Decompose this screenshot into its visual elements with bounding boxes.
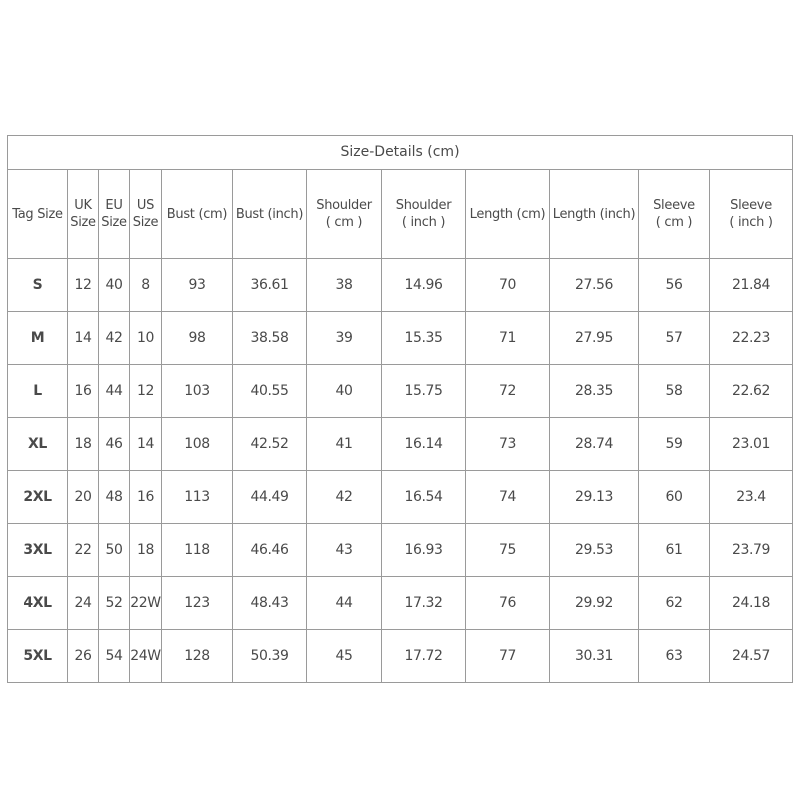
- table-cell-eu-size: 40: [99, 259, 130, 312]
- table-cell-shoulder-inch: 16.93: [382, 524, 466, 577]
- table-cell-length-inch: 30.31: [550, 630, 639, 683]
- column-header-line: Size: [132, 215, 159, 230]
- column-header-length-inch: [550, 170, 639, 259]
- table-cell-bust-cm: 118: [162, 524, 233, 577]
- column-header-bust-inch: [233, 170, 307, 259]
- column-header-sleeve-inch: [710, 170, 793, 259]
- table-cell-uk-size: 24: [68, 577, 99, 630]
- column-header-line: Tag Size: [12, 206, 63, 222]
- table-row: [8, 524, 793, 577]
- table-row: [8, 577, 793, 630]
- table-cell-shoulder-inch: 15.75: [382, 365, 466, 418]
- table-cell-shoulder-inch: 17.72: [382, 630, 466, 683]
- table-cell-uk-size: 22: [68, 524, 99, 577]
- table-cell-length-cm: 73: [466, 418, 550, 471]
- table-body: [8, 259, 793, 683]
- column-header-line: ( inch ): [729, 215, 773, 230]
- table-cell-bust-cm: 123: [162, 577, 233, 630]
- table-cell-shoulder-cm: 45: [307, 630, 382, 683]
- table-cell-length-inch: 29.53: [550, 524, 639, 577]
- table-row: [8, 259, 793, 312]
- table-cell-eu-size: 48: [99, 471, 130, 524]
- table-row: [8, 471, 793, 524]
- table-cell-sleeve-inch: 23.4: [710, 471, 793, 524]
- table-cell-length-cm: 70: [466, 259, 550, 312]
- table-cell-shoulder-inch: 16.54: [382, 471, 466, 524]
- table-cell-length-cm: 71: [466, 312, 550, 365]
- table-cell-us-size: 24W: [130, 630, 162, 683]
- column-header-line: ( cm ): [325, 215, 363, 230]
- table-cell-length-cm: 76: [466, 577, 550, 630]
- column-header-line: Shoulder: [316, 198, 372, 213]
- tag-size-cell: 5XL: [8, 630, 68, 683]
- table-cell-shoulder-inch: 17.32: [382, 577, 466, 630]
- table-cell-us-size: 12: [130, 365, 162, 418]
- column-header-line: Size: [70, 215, 96, 230]
- table-cell-shoulder-cm: 42: [307, 471, 382, 524]
- table-cell-bust-cm: 93: [162, 259, 233, 312]
- table-cell-bust-inch: 44.49: [233, 471, 307, 524]
- column-header-length-cm: [466, 170, 550, 259]
- column-header-shoulder-inch: [382, 170, 466, 259]
- tag-size-cell: L: [8, 365, 68, 418]
- column-header-row: [8, 170, 793, 259]
- table-cell-length-inch: 27.56: [550, 259, 639, 312]
- table-cell-shoulder-inch: 14.96: [382, 259, 466, 312]
- table-cell-length-inch: 28.35: [550, 365, 639, 418]
- table-cell-us-size: 18: [130, 524, 162, 577]
- tag-size-cell: 3XL: [8, 524, 68, 577]
- column-header-line: Size: [101, 215, 127, 230]
- column-header-tag-size: [8, 170, 68, 259]
- tag-size-cell: M: [8, 312, 68, 365]
- table-cell-bust-cm: 113: [162, 471, 233, 524]
- table-cell-us-size: 8: [130, 259, 162, 312]
- table-cell-shoulder-cm: 44: [307, 577, 382, 630]
- table-cell-sleeve-inch: 24.57: [710, 630, 793, 683]
- table-cell-us-size: 14: [130, 418, 162, 471]
- table-cell-uk-size: 18: [68, 418, 99, 471]
- table-cell-sleeve-inch: 22.62: [710, 365, 793, 418]
- table-cell-bust-cm: 103: [162, 365, 233, 418]
- table-cell-eu-size: 52: [99, 577, 130, 630]
- table-cell-bust-inch: 40.55: [233, 365, 307, 418]
- table-cell-bust-inch: 42.52: [233, 418, 307, 471]
- table-cell-length-cm: 74: [466, 471, 550, 524]
- column-header-line: EU: [105, 198, 123, 213]
- tag-size-cell: 4XL: [8, 577, 68, 630]
- column-header-bust-cm: [162, 170, 233, 259]
- table-row: [8, 312, 793, 365]
- table-cell-length-inch: 27.95: [550, 312, 639, 365]
- tag-size-cell: S: [8, 259, 68, 312]
- table-row: [8, 418, 793, 471]
- table-cell-bust-inch: 46.46: [233, 524, 307, 577]
- table-cell-sleeve-cm: 63: [639, 630, 710, 683]
- column-header-line: Sleeve: [653, 198, 695, 213]
- column-header-eu-size: [99, 170, 130, 259]
- column-header-sleeve-cm: [639, 170, 710, 259]
- table-cell-bust-inch: 48.43: [233, 577, 307, 630]
- table-cell-sleeve-inch: 23.79: [710, 524, 793, 577]
- table-row: [8, 365, 793, 418]
- column-header-shoulder-cm: [307, 170, 382, 259]
- column-header-uk-size: [68, 170, 99, 259]
- table-cell-uk-size: 16: [68, 365, 99, 418]
- table-cell-bust-inch: 36.61: [233, 259, 307, 312]
- table-cell-shoulder-cm: 38: [307, 259, 382, 312]
- table-cell-length-inch: 29.13: [550, 471, 639, 524]
- column-header-line: Sleeve: [730, 198, 772, 213]
- tag-size-cell: XL: [8, 418, 68, 471]
- table-cell-bust-cm: 98: [162, 312, 233, 365]
- tag-size-cell: 2XL: [8, 471, 68, 524]
- table-cell-sleeve-inch: 22.23: [710, 312, 793, 365]
- table-cell-shoulder-inch: 16.14: [382, 418, 466, 471]
- column-header-line: Shoulder: [395, 198, 452, 213]
- table-cell-length-cm: 77: [466, 630, 550, 683]
- table-title: Size-Details (cm): [8, 136, 793, 170]
- table-cell-eu-size: 54: [99, 630, 130, 683]
- column-header-line: Length (inch): [552, 206, 636, 222]
- table-cell-eu-size: 44: [99, 365, 130, 418]
- table-cell-sleeve-inch: 23.01: [710, 418, 793, 471]
- table-cell-sleeve-cm: 59: [639, 418, 710, 471]
- column-header-line: ( inch ): [401, 215, 446, 230]
- table-cell-shoulder-cm: 40: [307, 365, 382, 418]
- table-cell-sleeve-cm: 62: [639, 577, 710, 630]
- table-cell-eu-size: 50: [99, 524, 130, 577]
- column-header-line: ( cm ): [655, 215, 693, 230]
- table-cell-length-inch: 28.74: [550, 418, 639, 471]
- table-cell-sleeve-cm: 56: [639, 259, 710, 312]
- table-row: [8, 630, 793, 683]
- size-details-table: [7, 135, 793, 683]
- column-header-line: US: [136, 198, 155, 213]
- table-cell-sleeve-cm: 58: [639, 365, 710, 418]
- table-cell-length-cm: 75: [466, 524, 550, 577]
- table-cell-shoulder-cm: 43: [307, 524, 382, 577]
- table-cell-shoulder-cm: 41: [307, 418, 382, 471]
- table-cell-shoulder-inch: 15.35: [382, 312, 466, 365]
- table-cell-bust-inch: 50.39: [233, 630, 307, 683]
- table-cell-sleeve-cm: 57: [639, 312, 710, 365]
- column-header-line: Bust (cm): [166, 206, 228, 222]
- table-cell-sleeve-cm: 60: [639, 471, 710, 524]
- table-cell-uk-size: 14: [68, 312, 99, 365]
- column-header-line: Bust (inch): [235, 206, 304, 222]
- table-cell-us-size: 22W: [130, 577, 162, 630]
- table-cell-length-cm: 72: [466, 365, 550, 418]
- table-cell-us-size: 16: [130, 471, 162, 524]
- table-cell-us-size: 10: [130, 312, 162, 365]
- column-header-line: UK: [74, 198, 92, 213]
- table-cell-uk-size: 12: [68, 259, 99, 312]
- column-header-us-size: [130, 170, 162, 259]
- table-cell-bust-cm: 128: [162, 630, 233, 683]
- table-cell-sleeve-inch: 24.18: [710, 577, 793, 630]
- column-header-line: Length (cm): [469, 206, 546, 222]
- table-cell-bust-cm: 108: [162, 418, 233, 471]
- table-cell-eu-size: 42: [99, 312, 130, 365]
- table-cell-uk-size: 26: [68, 630, 99, 683]
- table-cell-sleeve-inch: 21.84: [710, 259, 793, 312]
- table-cell-sleeve-cm: 61: [639, 524, 710, 577]
- table-cell-bust-inch: 38.58: [233, 312, 307, 365]
- table-cell-eu-size: 46: [99, 418, 130, 471]
- table-cell-uk-size: 20: [68, 471, 99, 524]
- table-cell-shoulder-cm: 39: [307, 312, 382, 365]
- table-cell-length-inch: 29.92: [550, 577, 639, 630]
